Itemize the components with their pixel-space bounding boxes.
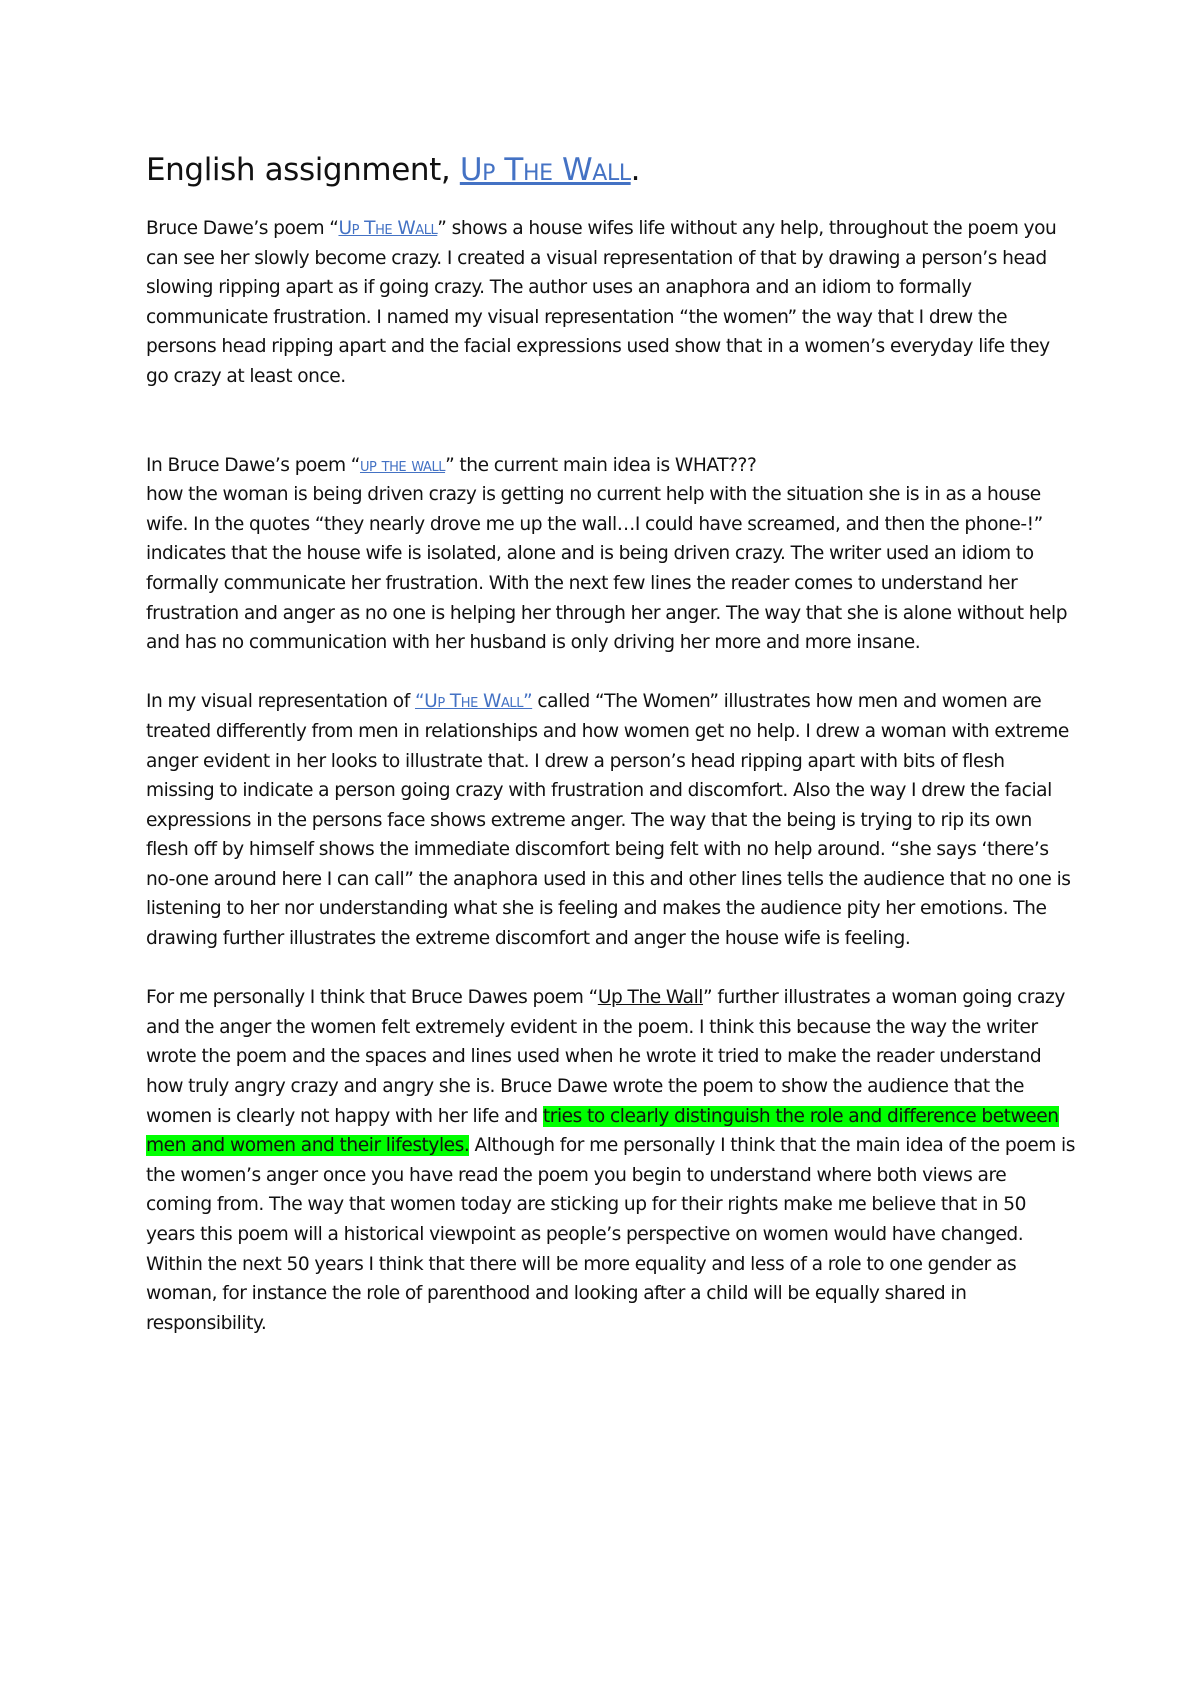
p1-text-b: ” shows a house wifes life without any help, throughout the poem you can see her slowly become crazy. I created a visual representation of that by drawing a person’s head slowing ripping apart as if going crazy. The author uses an anaphora and an idiom to formally communicate frustration. I named my visual representation “the women” the way that I drew the persons head ripping apart and the facial expressions used show that in a women’s everyday life they go crazy at least once. <box>146 218 1057 387</box>
p2-text-a: In Bruce Dawe’s poem “ <box>146 454 360 476</box>
p1-poem-link[interactable]: Up The Wall <box>338 218 438 239</box>
paragraph-4 <box>146 983 1076 1338</box>
title-suffix: . <box>630 152 641 188</box>
title-prefix: English assignment, <box>146 152 460 188</box>
paragraph-spacer <box>146 954 1076 984</box>
p4-text-c: Although for me personally I think that the main idea of the poem is the women’s anger once you have read the poem you begin to understand where both views are coming from. The way that women today are sticking up for their rights make me believe that in 50 years this poem will a historical viewpoint as people’s perspective on women would have changed. Within the next 50 years I think that there will be more equality and less of a role to one gender as woman, for instance the role of parenthood and looking after a child will be equally shared in responsibility. <box>146 1135 1075 1334</box>
p4-text-b: ” further illustrates a woman going crazy and the anger the women felt extremely evident in the poem. I think this because the way the writer wrote the poem and the spaces and lines used when he wrote it tried to make the reader understand how truly angry crazy and angry she is. Bruce Dawe wrote the poem to show the audience that the women is clearly not happy with her life and <box>146 987 1065 1127</box>
page-title <box>146 150 1076 190</box>
document-page <box>146 150 1076 1338</box>
p2-text-c: how the woman is being driven crazy is getting no current help with the situation she is in as a house wife. In the quotes “they nearly drove me up the wall…I could have screamed, and then the phone-!” indicates that the house wife is isolated, alone and is being driven crazy. The writer used an idiom to formally communicate her frustration. With the next few lines the reader comes to understand her frustration and anger as no one is helping her through her anger. The way that she is alone without help and has no communication with her husband is only driving her more and more insane. <box>146 484 1068 654</box>
p2-text-b: ” the current main idea is WHAT??? <box>445 454 757 476</box>
title-link[interactable]: Up The Wall <box>459 152 631 188</box>
p3-poem-link[interactable]: “Up The Wall” <box>414 691 533 713</box>
p1-text-a: Bruce Dawe’s poem “ <box>146 218 339 239</box>
p3-text-b: called “The Women” illustrates how men and women are treated differently from men in relationships and how women get no help. I drew a woman with extreme anger evident in her looks to illustrate that. I drew a person’s head ripping apart with bits of flesh missing to indicate a person going crazy with frustration and discomfort. Also the way I drew the facial expressions in the persons face shows extreme anger. The way that the being is trying to rip its own flesh off by himself shows the immediate discomfort being felt with no help around. “she says ‘there’s no-one around here I can call” the anaphora used in this and other lines tells the audience that no one is listening to her nor understanding what she is feeling and makes the audience pity her emotions. The drawing further illustrates the extreme discomfort and anger the house wife is feeling. <box>146 691 1071 950</box>
p4-poem-title: Up The Wall <box>597 987 703 1009</box>
paragraph-1 <box>146 214 1076 392</box>
p3-text-a: In my visual representation of <box>146 691 415 713</box>
paragraph-spacer <box>146 658 1076 688</box>
paragraph-spacer <box>146 392 1076 451</box>
paragraph-3 <box>146 687 1076 953</box>
p2-poem-link[interactable]: up the wall <box>359 454 446 476</box>
p4-text-a: For me personally I think that Bruce Dawes poem “ <box>146 987 598 1009</box>
highlighted-text: tries to clearly distinguish the role and difference between men and women and their lifestyles. <box>146 1105 1059 1157</box>
paragraph-2 <box>146 451 1076 658</box>
